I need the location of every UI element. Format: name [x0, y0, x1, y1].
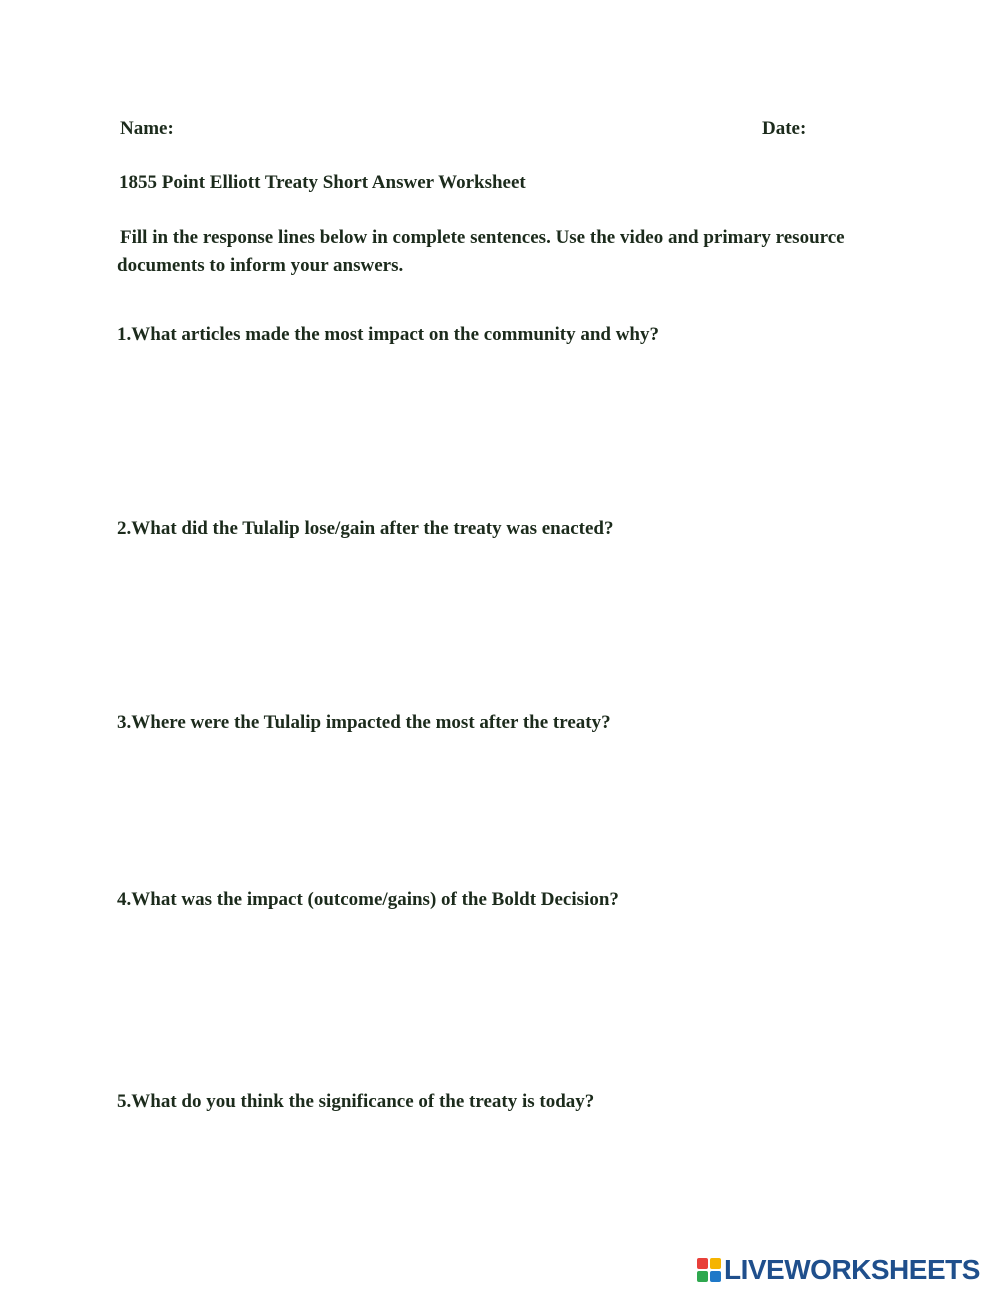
question-5: 5.What do you think the significance of the treaty is today?: [117, 1091, 595, 1112]
question-3: 3.Where were the Tulalip impacted the most after the treaty?: [117, 712, 611, 733]
answer-area-5[interactable]: [117, 1127, 877, 1237]
logo-square-blue: [710, 1271, 721, 1282]
liveworksheets-watermark: [697, 1255, 980, 1285]
question-2: 2.What did the Tulalip lose/gain after the treaty was enacted?: [117, 518, 614, 539]
answer-area-1[interactable]: [117, 360, 877, 500]
question-1: 1.What articles made the most impact on the community and why?: [117, 324, 660, 345]
answer-area-2[interactable]: [117, 554, 877, 694]
name-label: Name:: [120, 118, 174, 139]
logo-square-green: [697, 1271, 708, 1282]
date-label: Date:: [762, 118, 807, 139]
answer-area-4[interactable]: [117, 925, 877, 1075]
logo-square-yellow: [710, 1258, 721, 1269]
worksheet-title: 1855 Point Elliott Treaty Short Answer Worksheet: [119, 172, 526, 193]
question-4: 4.What was the impact (outcome/gains) of the Boldt Decision?: [117, 889, 619, 910]
instructions: Fill in the response lines below in complete sentences. Use the video and primary resource documents to inform your answers.: [117, 227, 845, 276]
liveworksheets-logo-icon: [697, 1258, 721, 1282]
answer-area-3[interactable]: [117, 748, 877, 873]
brand-name: LIVEWORKSHEETS: [724, 1254, 980, 1285]
logo-square-red: [697, 1258, 708, 1269]
